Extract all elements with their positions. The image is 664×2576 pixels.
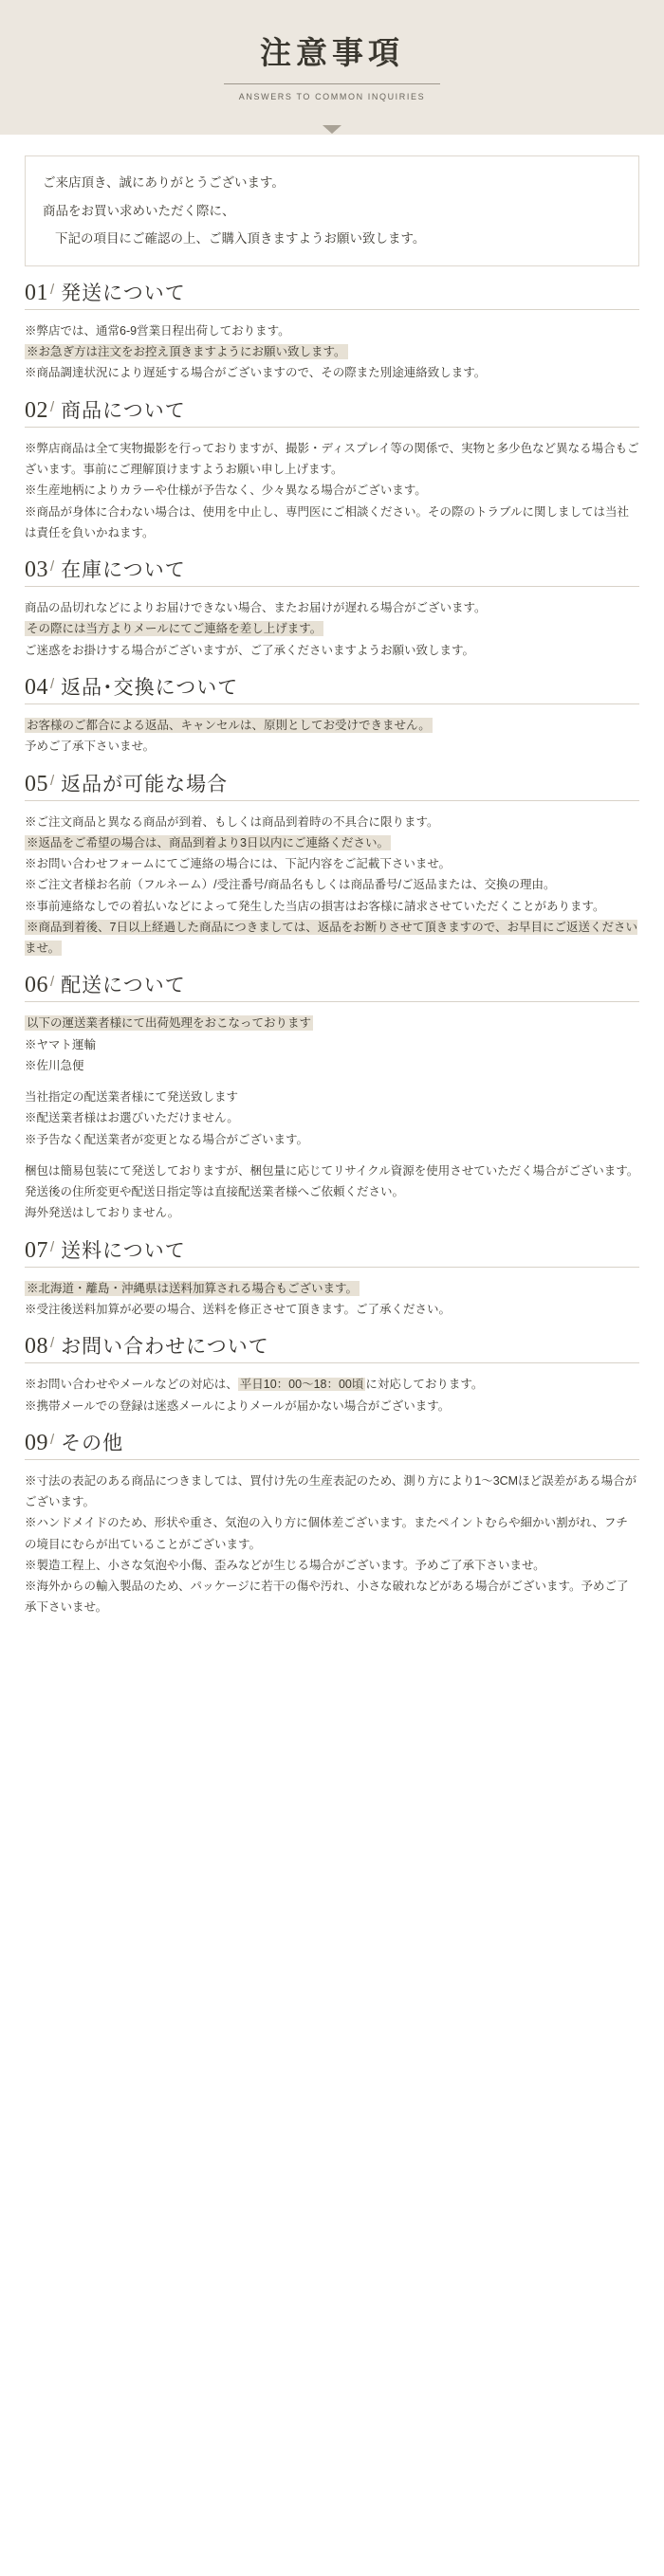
- section-title: 配送について: [61, 975, 186, 997]
- body-line: ※携帯メールでの登録は迷惑メールによりメールが届かない場合がございます。: [25, 1398, 451, 1413]
- page-header: [0, 0, 664, 135]
- section-09: [25, 1432, 639, 1618]
- section-02: [25, 399, 639, 543]
- body-line: [25, 917, 639, 959]
- section-number: 01: [25, 280, 48, 305]
- section-04: [25, 676, 639, 758]
- section-number: 03: [25, 557, 48, 583]
- section-body: [25, 812, 639, 959]
- section-number: 08: [25, 1334, 48, 1360]
- section-number: 06: [25, 973, 48, 998]
- highlighted-text: ※返品をご希望の場合は、商品到着より3日以内にご連絡ください。: [27, 835, 389, 850]
- section-heading: [25, 1239, 639, 1268]
- body-line: ※予告なく配送業者が変更となる場合がございます。: [25, 1132, 309, 1146]
- body-line: [25, 1278, 639, 1299]
- body-line: [25, 618, 639, 639]
- section-number: 09: [25, 1430, 48, 1455]
- section-title: その他: [61, 1432, 124, 1454]
- highlighted-text: お客様のご都合による返品、キャンセルは、原則としてお受けできません。: [27, 719, 431, 732]
- body-line: ※生産地柄によりカラーや仕様が予告なく、少々異なる場合がございます。: [25, 484, 427, 498]
- section-heading: [25, 399, 639, 428]
- body-line: ※事前連絡なしでの着払いなどによって発生した当店の損害はお客様に請求させていただくことがあります。: [25, 899, 605, 913]
- body-line: [25, 715, 639, 736]
- paragraph-gap: [25, 1076, 639, 1087]
- body-line: ※弊店商品は全て実物撮影を行っておりますが、撮影・ディスプレイ等の関係で、実物と多少色など異なる場合もございます。事前にご理解頂けますようお願い申し上げます。: [25, 441, 639, 477]
- body-line: ※ハンドメイドのため、形状や重さ、気泡の入り方に個体差ございます。またペイントむらや細かい割がれ、フチの境目にむらが出ていることがございます。: [25, 1516, 628, 1551]
- title-divider: [224, 83, 440, 84]
- section-title: 発送について: [61, 282, 186, 304]
- section-heading: [25, 558, 639, 587]
- body-line: ※製造工程上、小さな気泡や小傷、歪みなどが生じる場合がございます。予めご了承下さいませ。: [25, 1558, 545, 1572]
- page-subtitle: ANSWERS TO COMMON INQUIRIES: [238, 92, 426, 101]
- body-line: 梱包は簡易包装にて発送しておりますが、梱包量に応じてリサイクル資源を使用させていただく場合がございます。: [25, 1163, 639, 1178]
- highlighted-text: 平日10：00～18：00頃: [239, 1378, 364, 1392]
- slash-separator-icon: /: [50, 558, 55, 575]
- slash-separator-icon: /: [50, 974, 55, 991]
- section-body: [25, 1278, 639, 1321]
- section-heading: [25, 974, 639, 1002]
- slash-separator-icon: /: [50, 1335, 55, 1352]
- body-line: ※海外からの輸入製品のため、パッケージに若干の傷や汚れ、小さな破れなどがある場合がございます。予めご了承下さいませ。: [25, 1580, 629, 1615]
- section-body: [25, 597, 639, 661]
- section-number: 04: [25, 674, 48, 700]
- body-line: ※弊店では、通常6-9営業日程出荷しております。: [25, 323, 290, 338]
- page-title: 注意事項: [260, 35, 404, 70]
- section-heading: [25, 282, 639, 310]
- highlighted-text: ※商品到着後、7日以上経過した商品につきましては、返品をお断りさせて頂きますので、お早目にご返送くださいませ。: [25, 920, 637, 956]
- paragraph-gap: [25, 1150, 639, 1160]
- body-line: 当社指定の配送業者様にて発送致します: [25, 1090, 239, 1105]
- body-line: ※商品調達状況により遅延する場合がございますので、その際また別途連絡致します。: [25, 366, 487, 380]
- body-line: 商品の品切れなどによりお届けできない場合、またお届けが遅れる場合がございます。: [25, 601, 487, 615]
- body-text-part: ※お問い合わせやメールなどの対応は、: [25, 1378, 238, 1392]
- section-06: [25, 974, 639, 1223]
- section-heading: [25, 773, 639, 801]
- slash-separator-icon: /: [50, 772, 55, 789]
- section-number: 02: [25, 397, 48, 423]
- section-body: [25, 1374, 639, 1416]
- body-line: ※商品が身体に合わない場合は、使用を中止し、専門医にご相談ください。その際のトラブルに関しましては当社は責任を負いかねます。: [25, 504, 630, 539]
- section-heading: [25, 676, 639, 704]
- section-01: [25, 282, 639, 384]
- body-line: [25, 1374, 639, 1395]
- section-08: [25, 1335, 639, 1416]
- body-line: [25, 341, 639, 362]
- body-line: ※配送業者様はお選びいただけません。: [25, 1111, 239, 1125]
- highlighted-text: 以下の運送業者様にて出荷処理をおこなっております: [27, 1016, 312, 1031]
- section-body: [25, 1013, 639, 1223]
- section-title: お問い合わせについて: [61, 1336, 269, 1359]
- section-number: 07: [25, 1237, 48, 1263]
- section-title: 送料について: [61, 1239, 186, 1262]
- section-heading: [25, 1432, 639, 1460]
- section-03: [25, 558, 639, 661]
- body-line: [25, 1013, 639, 1033]
- body-line: ※お問い合わせフォームにてご連絡の場合には、下記内容をご記載下さいませ。: [25, 857, 452, 871]
- sections-container: [0, 282, 664, 1618]
- section-title: 在庫について: [61, 559, 186, 582]
- section-body: [25, 320, 639, 384]
- slash-separator-icon: /: [50, 1238, 55, 1255]
- body-line: ※ヤマト運輸: [25, 1037, 97, 1051]
- highlighted-text: ※北海道・離島・沖縄県は送料加算される場合もございます。: [27, 1281, 359, 1295]
- section-body: [25, 438, 639, 543]
- slash-separator-icon: /: [50, 281, 55, 298]
- body-line: ※佐川急便: [25, 1058, 84, 1072]
- body-line: ご迷惑をお掛けする場合がございますが、ご了承くださいますようお願い致します。: [25, 643, 475, 657]
- body-line: ※寸法の表記のある商品につきましては、買付け先の生産表記のため、測り方により1～3CMほど誤差がある場合がございます。: [25, 1473, 637, 1509]
- section-07: [25, 1239, 639, 1321]
- slash-separator-icon: /: [50, 398, 55, 415]
- section-body: [25, 1471, 639, 1618]
- section-05: [25, 773, 639, 959]
- section-title: 商品について: [61, 399, 186, 422]
- section-title: 返品が可能な場合: [61, 773, 229, 795]
- body-line: ※ご注文商品と異なる商品が到着、もしくは商品到着時の不具合に限ります。: [25, 814, 439, 829]
- intro-box: [25, 155, 639, 266]
- intro-line-3: 下記の項目にご確認の上、ご購入頂きますようお願い致します。: [55, 231, 426, 247]
- intro-line-1: ご来店頂き、誠にありがとうございます。: [43, 175, 285, 190]
- section-heading: [25, 1335, 639, 1363]
- body-text-part: に対応しております。: [365, 1378, 484, 1392]
- body-line: 海外発送はしておりません。: [25, 1206, 180, 1220]
- highlighted-text: ※お急ぎ方は注文をお控え頂きますようにお願い致します。: [27, 345, 346, 359]
- section-number: 05: [25, 771, 48, 796]
- body-line: 発送後の住所変更や配送日指定等は直接配送業者様へご依頼ください。: [25, 1185, 405, 1199]
- slash-separator-icon: /: [50, 675, 55, 692]
- slash-separator-icon: /: [50, 1431, 55, 1448]
- body-line: ※受注後送料加算が必要の場合、送料を修正させて頂きます。ご了承ください。: [25, 1303, 452, 1317]
- body-line: 予めご了承下さいませ。: [25, 740, 156, 754]
- body-line: [25, 832, 639, 853]
- section-body: [25, 715, 639, 758]
- body-line: ※ご注文者様お名前（フルネーム）/受注番号/商品名もしくは商品番号/ご返品または、交換の理由。: [25, 878, 556, 892]
- section-title: 返品･交換について: [61, 676, 239, 699]
- intro-line-2: 商品をお買い求めいただく際に、: [43, 203, 235, 218]
- highlighted-text: その際には当方よりメールにてご連絡を差し上げます。: [27, 622, 323, 636]
- down-arrow-icon: [323, 125, 341, 134]
